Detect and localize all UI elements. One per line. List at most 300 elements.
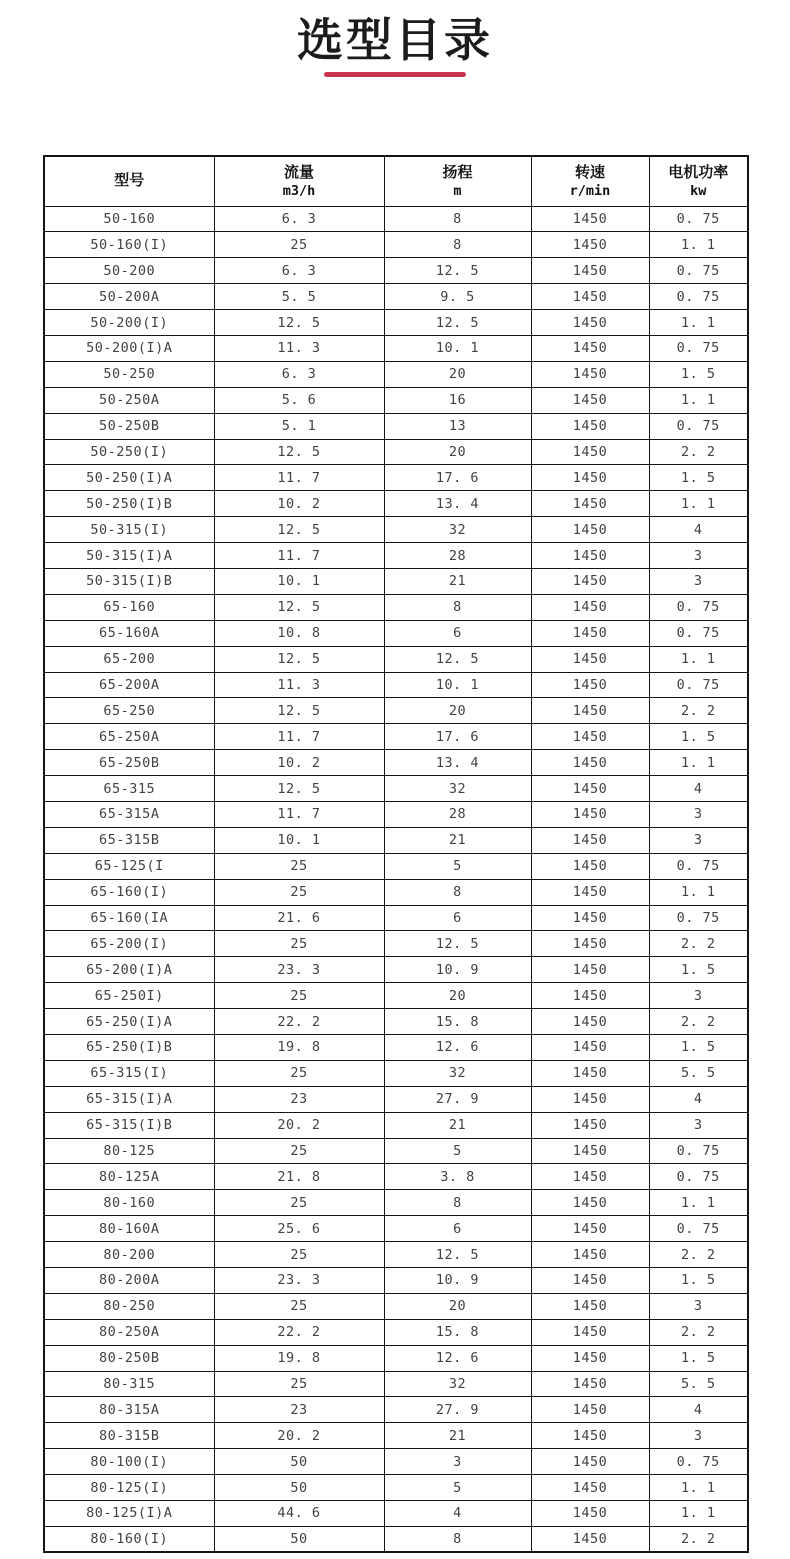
table-row [44,361,748,387]
model-cell: 50-200A [44,284,214,310]
table-row [44,491,748,517]
model-cell: 80-125(I)A [44,1501,214,1527]
model-cell: 65-315(I)A [44,1086,214,1112]
column-label: 型号 [114,172,145,190]
value-cell: 20 [384,698,531,724]
value-cell: 21 [384,568,531,594]
table-row [44,1423,748,1449]
model-cell: 80-315 [44,1371,214,1397]
value-cell: 2. 2 [649,931,748,957]
table-row [44,1086,748,1112]
table-row [44,620,748,646]
value-cell: 1450 [531,1293,649,1319]
model-cell: 80-160A [44,1216,214,1242]
value-cell: 25 [214,853,384,879]
value-cell: 6 [384,620,531,646]
table-row [44,543,748,569]
value-cell: 1. 5 [649,1268,748,1294]
value-cell: 10. 2 [214,491,384,517]
title-underline [324,72,466,77]
table-row [44,206,748,232]
value-cell: 28 [384,801,531,827]
value-cell: 1450 [531,646,649,672]
value-cell: 25 [214,1060,384,1086]
table-row [44,853,748,879]
value-cell: 25 [214,1371,384,1397]
value-cell: 1450 [531,620,649,646]
value-cell: 2. 2 [649,1009,748,1035]
value-cell: 20. 2 [214,1112,384,1138]
value-cell: 12. 5 [214,310,384,336]
value-cell: 2. 2 [649,1526,748,1552]
value-cell: 3 [649,801,748,827]
value-cell: 11. 7 [214,543,384,569]
value-cell: 22. 2 [214,1319,384,1345]
value-cell: 12. 5 [214,698,384,724]
value-cell: 1. 5 [649,361,748,387]
value-cell: 1. 1 [649,491,748,517]
value-cell: 12. 5 [384,310,531,336]
value-cell: 1. 1 [649,879,748,905]
model-cell: 65-200 [44,646,214,672]
model-cell: 50-250A [44,387,214,413]
table-row [44,646,748,672]
value-cell: 1. 1 [649,310,748,336]
model-cell: 80-125A [44,1164,214,1190]
model-cell: 80-125 [44,1138,214,1164]
value-cell: 1450 [531,206,649,232]
value-cell: 8 [384,206,531,232]
value-cell: 1450 [531,827,649,853]
model-cell: 65-200A [44,672,214,698]
value-cell: 1450 [531,258,649,284]
value-cell: 0. 75 [649,905,748,931]
model-cell: 50-160 [44,206,214,232]
value-cell: 27. 9 [384,1086,531,1112]
table-row [44,1501,748,1527]
value-cell: 0. 75 [649,1216,748,1242]
value-cell: 5 [384,1475,531,1501]
model-cell: 50-250B [44,413,214,439]
value-cell: 32 [384,776,531,802]
model-cell: 65-200(I) [44,931,214,957]
value-cell: 0. 75 [649,335,748,361]
value-cell: 6 [384,905,531,931]
value-cell: 3 [649,827,748,853]
value-cell: 1450 [531,1501,649,1527]
value-cell: 1450 [531,1164,649,1190]
value-cell: 17. 6 [384,465,531,491]
model-cell: 50-200 [44,258,214,284]
value-cell: 1. 5 [649,465,748,491]
value-cell: 32 [384,1371,531,1397]
model-cell: 80-250A [44,1319,214,1345]
value-cell: 50 [214,1526,384,1552]
value-cell: 25 [214,232,384,258]
model-cell: 80-200 [44,1242,214,1268]
table-row [44,232,748,258]
value-cell: 4 [649,517,748,543]
value-cell: 1. 1 [649,1190,748,1216]
model-cell: 65-200(I)A [44,957,214,983]
value-cell: 25 [214,1293,384,1319]
value-cell: 1. 1 [649,750,748,776]
value-cell: 23. 3 [214,1268,384,1294]
table-row [44,310,748,336]
value-cell: 44. 6 [214,1501,384,1527]
table-row [44,1112,748,1138]
table-row [44,413,748,439]
model-cell: 50-315(I) [44,517,214,543]
value-cell: 15. 8 [384,1009,531,1035]
column-unit: kw [690,183,707,200]
value-cell: 20 [384,439,531,465]
model-cell: 80-250B [44,1345,214,1371]
table-row [44,1138,748,1164]
value-cell: 0. 75 [649,258,748,284]
value-cell: 1450 [531,698,649,724]
value-cell: 12. 5 [214,439,384,465]
value-cell: 12. 5 [214,646,384,672]
value-cell: 12. 5 [214,776,384,802]
value-cell: 1450 [531,439,649,465]
model-cell: 65-160A [44,620,214,646]
value-cell: 3. 8 [384,1164,531,1190]
value-cell: 1450 [531,672,649,698]
value-cell: 17. 6 [384,724,531,750]
value-cell: 2. 2 [649,439,748,465]
column-unit: m [453,183,462,200]
value-cell: 5 [384,853,531,879]
value-cell: 1. 1 [649,646,748,672]
value-cell: 1450 [531,776,649,802]
value-cell: 1450 [531,1319,649,1345]
value-cell: 0. 75 [649,1449,748,1475]
value-cell: 1450 [531,465,649,491]
value-cell: 0. 75 [649,672,748,698]
value-cell: 13 [384,413,531,439]
value-cell: 21 [384,1423,531,1449]
value-cell: 1450 [531,1242,649,1268]
value-cell: 0. 75 [649,594,748,620]
model-cell: 65-250(I)B [44,1035,214,1061]
value-cell: 3 [384,1449,531,1475]
model-cell: 80-125(I) [44,1475,214,1501]
value-cell: 5. 5 [214,284,384,310]
value-cell: 21 [384,1112,531,1138]
table-row [44,879,748,905]
value-cell: 11. 3 [214,672,384,698]
table-row [44,517,748,543]
table-row [44,1319,748,1345]
value-cell: 1450 [531,853,649,879]
value-cell: 25 [214,983,384,1009]
model-cell: 65-315(I) [44,1060,214,1086]
model-cell: 50-315(I)B [44,568,214,594]
table-row [44,1475,748,1501]
value-cell: 1450 [531,1345,649,1371]
value-cell: 1450 [531,335,649,361]
table-row [44,905,748,931]
value-cell: 1. 1 [649,232,748,258]
model-cell: 50-315(I)A [44,543,214,569]
value-cell: 21. 6 [214,905,384,931]
value-cell: 0. 75 [649,620,748,646]
column-label: 流量 [283,164,314,182]
model-cell: 65-250 [44,698,214,724]
value-cell: 1450 [531,543,649,569]
table-row [44,258,748,284]
table-row [44,1060,748,1086]
value-cell: 10. 2 [214,750,384,776]
model-cell: 80-160 [44,1190,214,1216]
table-header-row [44,156,748,206]
value-cell: 1450 [531,1138,649,1164]
value-cell: 3 [649,1423,748,1449]
value-cell: 50 [214,1449,384,1475]
table-row [44,931,748,957]
value-cell: 6 [384,1216,531,1242]
table-row [44,1449,748,1475]
table-row [44,1164,748,1190]
column-header [44,156,214,206]
value-cell: 3 [649,1112,748,1138]
value-cell: 1450 [531,1086,649,1112]
table-row [44,594,748,620]
table-row [44,1371,748,1397]
value-cell: 28 [384,543,531,569]
value-cell: 1. 5 [649,724,748,750]
table-row [44,983,748,1009]
value-cell: 12. 6 [384,1035,531,1061]
value-cell: 1450 [531,1449,649,1475]
value-cell: 20 [384,361,531,387]
value-cell: 11. 7 [214,724,384,750]
value-cell: 1450 [531,361,649,387]
model-cell: 80-160(I) [44,1526,214,1552]
value-cell: 2. 2 [649,1242,748,1268]
value-cell: 1450 [531,750,649,776]
value-cell: 12. 5 [384,646,531,672]
value-cell: 25 [214,879,384,905]
model-cell: 65-125(I [44,853,214,879]
value-cell: 11. 7 [214,801,384,827]
value-cell: 0. 75 [649,413,748,439]
value-cell: 4 [649,1397,748,1423]
value-cell: 5. 5 [649,1060,748,1086]
value-cell: 1450 [531,387,649,413]
value-cell: 1450 [531,957,649,983]
table-row [44,750,748,776]
value-cell: 10. 1 [384,335,531,361]
column-label: 转速 [574,164,605,182]
value-cell: 3 [649,568,748,594]
value-cell: 1450 [531,983,649,1009]
value-cell: 15. 8 [384,1319,531,1345]
table-row [44,1397,748,1423]
value-cell: 20 [384,983,531,1009]
table-row [44,957,748,983]
value-cell: 1450 [531,1216,649,1242]
value-cell: 12. 6 [384,1345,531,1371]
table-row [44,827,748,853]
value-cell: 1450 [531,801,649,827]
table-row [44,1345,748,1371]
value-cell: 4 [649,776,748,802]
table-row [44,1009,748,1035]
model-cell: 50-250 [44,361,214,387]
model-cell: 80-200A [44,1268,214,1294]
table-row [44,776,748,802]
value-cell: 10. 1 [384,672,531,698]
value-cell: 5. 5 [649,1371,748,1397]
model-cell: 50-200(I) [44,310,214,336]
value-cell: 1450 [531,491,649,517]
value-cell: 1450 [531,1526,649,1552]
table-row [44,801,748,827]
value-cell: 27. 9 [384,1397,531,1423]
value-cell: 6. 3 [214,258,384,284]
value-cell: 10. 8 [214,620,384,646]
value-cell: 12. 5 [214,594,384,620]
column-header [531,156,649,206]
value-cell: 1450 [531,284,649,310]
value-cell: 12. 5 [214,517,384,543]
value-cell: 1450 [531,1397,649,1423]
column-header [214,156,384,206]
value-cell: 1450 [531,1268,649,1294]
table-row [44,698,748,724]
value-cell: 5. 1 [214,413,384,439]
column-label: 电机功率 [668,164,729,182]
table-row [44,1035,748,1061]
value-cell: 9. 5 [384,284,531,310]
column-unit: r/min [569,183,611,200]
value-cell: 19. 8 [214,1345,384,1371]
value-cell: 8 [384,594,531,620]
table-row [44,1268,748,1294]
value-cell: 12. 5 [384,258,531,284]
model-cell: 80-315B [44,1423,214,1449]
value-cell: 10. 1 [214,568,384,594]
value-cell: 4 [384,1501,531,1527]
value-cell: 1450 [531,905,649,931]
value-cell: 1450 [531,1112,649,1138]
model-cell: 65-250A [44,724,214,750]
value-cell: 13. 4 [384,491,531,517]
value-cell: 23 [214,1086,384,1112]
value-cell: 1450 [531,1009,649,1035]
table-row [44,335,748,361]
value-cell: 25. 6 [214,1216,384,1242]
table-row [44,724,748,750]
value-cell: 0. 75 [649,206,748,232]
value-cell: 1. 1 [649,1501,748,1527]
model-cell: 80-100(I) [44,1449,214,1475]
value-cell: 1450 [531,310,649,336]
table-row [44,672,748,698]
column-unit: m3/h [282,183,316,200]
value-cell: 6. 3 [214,206,384,232]
value-cell: 6. 3 [214,361,384,387]
value-cell: 5 [384,1138,531,1164]
table-row [44,439,748,465]
value-cell: 4 [649,1086,748,1112]
value-cell: 1450 [531,931,649,957]
model-cell: 65-250I) [44,983,214,1009]
column-label: 扬程 [442,164,473,182]
table-row [44,1190,748,1216]
value-cell: 1. 5 [649,957,748,983]
value-cell: 10. 1 [214,827,384,853]
value-cell: 8 [384,879,531,905]
value-cell: 11. 7 [214,465,384,491]
model-cell: 80-250 [44,1293,214,1319]
value-cell: 1450 [531,1371,649,1397]
value-cell: 1450 [531,879,649,905]
value-cell: 50 [214,1475,384,1501]
value-cell: 1. 5 [649,1345,748,1371]
model-cell: 65-250B [44,750,214,776]
value-cell: 25 [214,1138,384,1164]
value-cell: 0. 75 [649,284,748,310]
table-row [44,1242,748,1268]
value-cell: 13. 4 [384,750,531,776]
value-cell: 1. 1 [649,387,748,413]
value-cell: 1450 [531,413,649,439]
value-cell: 1450 [531,1060,649,1086]
value-cell: 8 [384,232,531,258]
value-cell: 3 [649,1293,748,1319]
value-cell: 1450 [531,517,649,543]
model-cell: 50-200(I)A [44,335,214,361]
value-cell: 23. 3 [214,957,384,983]
model-cell: 65-160 [44,594,214,620]
table-row [44,1293,748,1319]
value-cell: 1450 [531,1035,649,1061]
value-cell: 22. 2 [214,1009,384,1035]
value-cell: 5. 6 [214,387,384,413]
value-cell: 21 [384,827,531,853]
model-cell: 65-315B [44,827,214,853]
value-cell: 0. 75 [649,1138,748,1164]
model-cell: 65-315A [44,801,214,827]
value-cell: 1450 [531,1423,649,1449]
model-cell: 65-315 [44,776,214,802]
selection-table [43,155,749,1553]
value-cell: 16 [384,387,531,413]
value-cell: 1450 [531,594,649,620]
column-header [384,156,531,206]
model-cell: 80-315A [44,1397,214,1423]
value-cell: 19. 8 [214,1035,384,1061]
model-cell: 65-160(IA [44,905,214,931]
value-cell: 12. 5 [384,931,531,957]
value-cell: 10. 9 [384,1268,531,1294]
value-cell: 1450 [531,1190,649,1216]
table-row [44,568,748,594]
model-cell: 50-250(I) [44,439,214,465]
model-cell: 65-315(I)B [44,1112,214,1138]
model-cell: 65-250(I)A [44,1009,214,1035]
table-row [44,1526,748,1552]
page-title: 选型目录 [297,14,493,66]
table-row [44,1216,748,1242]
value-cell: 0. 75 [649,1164,748,1190]
model-cell: 50-160(I) [44,232,214,258]
value-cell: 10. 9 [384,957,531,983]
table-row [44,387,748,413]
